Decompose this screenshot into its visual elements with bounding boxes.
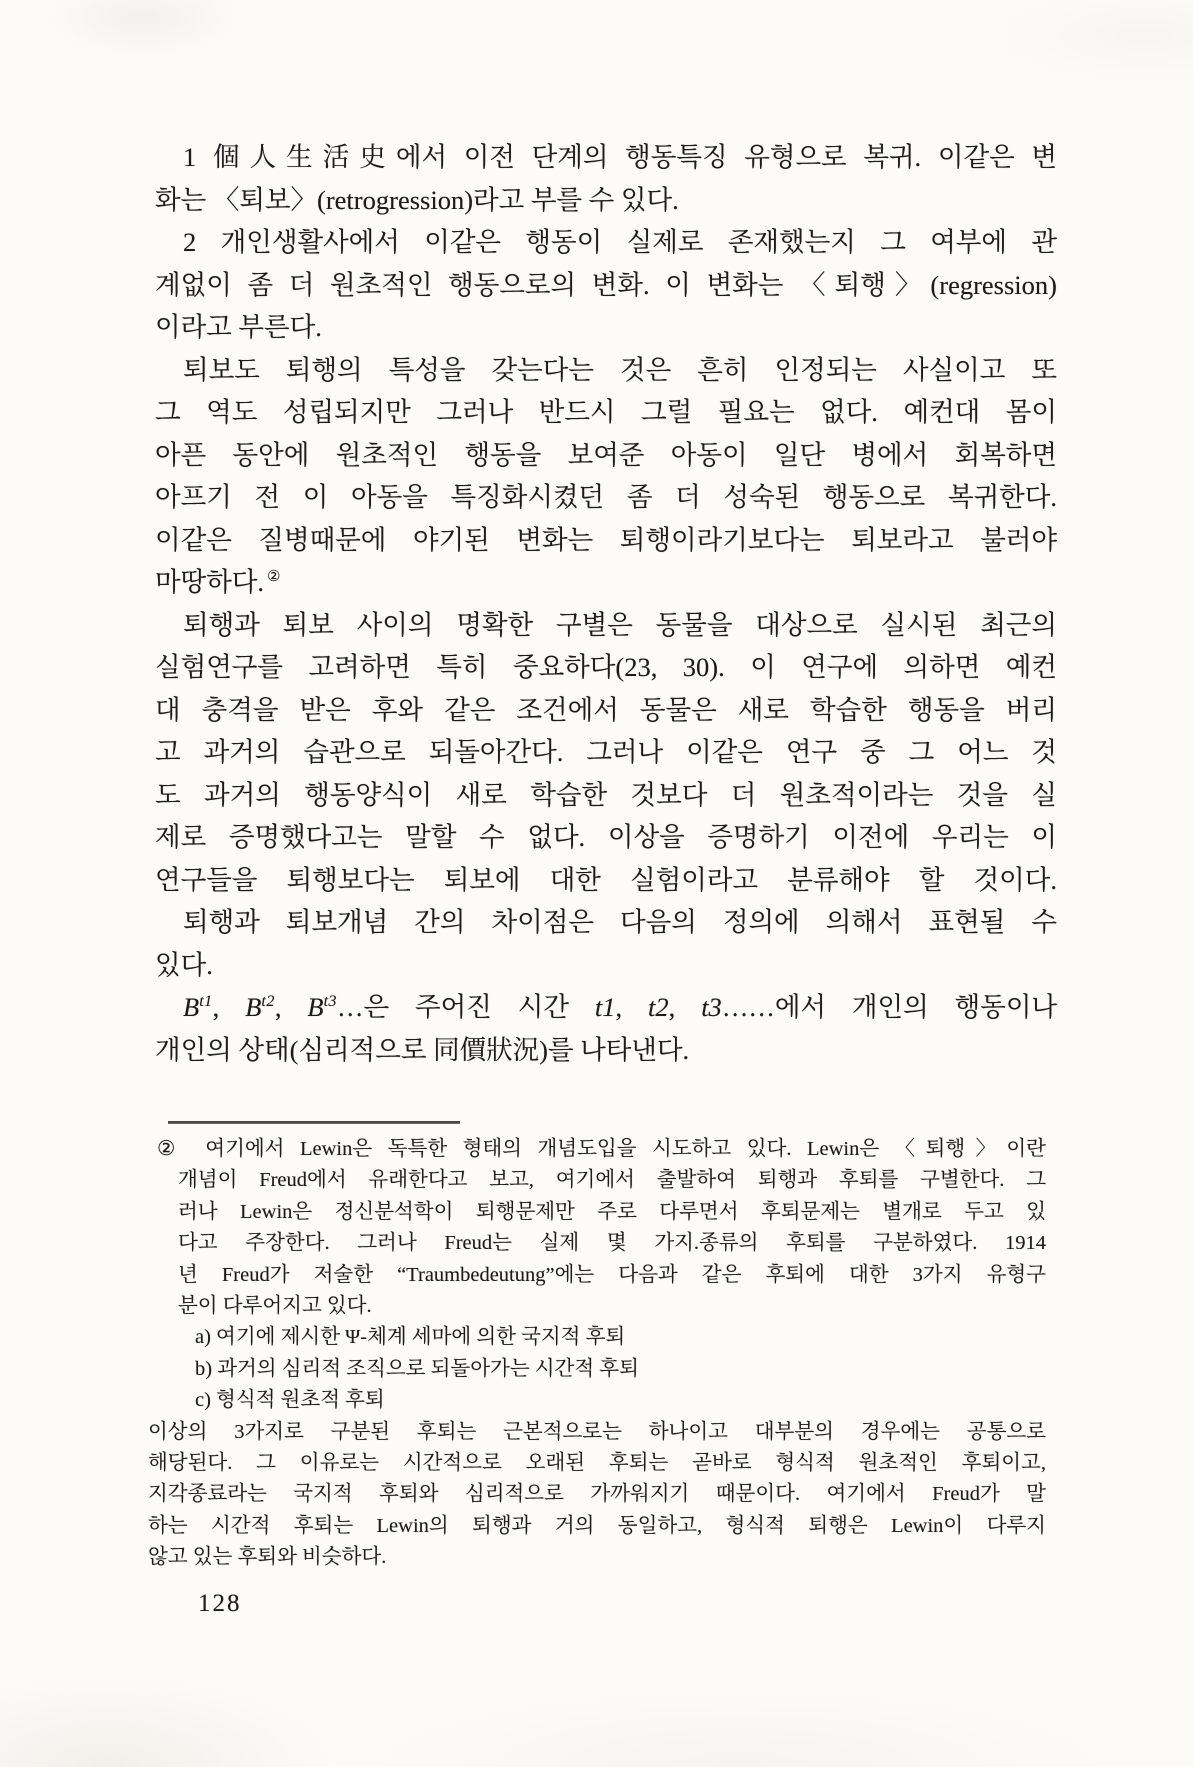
- text-line: 마땅하다. ②: [155, 567, 281, 597]
- formula-superscript: t1: [199, 993, 213, 1011]
- text-line: 아픈 동안에 원초적인 행동을 보여준 아동이 일단 병에서 회복하면: [155, 439, 1057, 470]
- formula-segment: ,: [274, 992, 308, 1022]
- footnote-line: 다고 주장한다. 그러나 Freud는 실제 몇 가지.종류의 후퇴를 구분하였다. 1914: [178, 1232, 1046, 1255]
- text-line: 고 과거의 습관으로 되돌아간다. 그러나 이같은 연구 중 그 어느 것: [155, 737, 1057, 767]
- text-line: 퇴행과 퇴보개념 간의 차이점은 다음의 정의에 의해서 표현될 수: [183, 907, 1057, 937]
- footnote-line: ② 여기에서 Lewin은 독특한 형태의 개념도입을 시도하고 있다. Lewin은 〈퇴행〉이란: [157, 1138, 1046, 1160]
- body-text-block: [155, 136, 1057, 1071]
- text-line: 개인의 상태(심리적으로 同價狀況)를 나타낸다.: [155, 1034, 690, 1065]
- formula-segment: B: [245, 992, 262, 1022]
- text-line: 도 과거의 행동양식이 새로 학습한 것보다 더 원초적이라는 것을 실: [155, 779, 1057, 810]
- text-line: 이같은 질병때문에 야기된 변화는 퇴행이라기보다는 퇴보라고 불러야: [155, 524, 1057, 555]
- text-line: 실험연구를 고려하면 특히 중요하다(23, 30). 이 연구에 의하면 예컨: [155, 652, 1057, 682]
- formula-superscript: t3: [323, 993, 338, 1011]
- footnote-line: 년 Freud가 저술한 “Traumbedeutung”에는 다음과 같은 후퇴에 대한 3가지 유형구: [178, 1263, 1046, 1286]
- formula-segment: B: [183, 992, 200, 1022]
- formula-segment: ,: [668, 992, 702, 1022]
- formula-superscript: t2: [261, 993, 275, 1011]
- footnote-line: 러나 Lewin은 정신분석학이 퇴행문제만 주로 다루면서 후퇴문제는 별개로 두고 있: [178, 1200, 1046, 1223]
- footnote-line: 해당된다. 그 이유로는 시간적으로 오래된 후퇴는 곧바로 형식적 원초적인 후퇴이고,: [148, 1451, 1046, 1474]
- text-line: 이라고 부른다.: [155, 312, 322, 342]
- formula-segment: t3: [701, 992, 722, 1022]
- footnote-line: 지각종료라는 국지적 후퇴와 심리적으로 가까워지기 때문이다. 여기에서 Freud가 말: [148, 1483, 1046, 1506]
- footnote-line: b) 과거의 심리적 조직으로 되돌아가는 시간적 후퇴: [195, 1357, 639, 1380]
- text-line: 대 충격을 받은 후와 같은 조건에서 동물은 새로 학습한 행동을 버리: [155, 694, 1057, 725]
- formula-segment: ,: [212, 992, 246, 1022]
- text-line: 퇴행과 퇴보 사이의 명확한 구별은 동물을 대상으로 실시된 최근의: [183, 609, 1057, 640]
- text-line: [155, 986, 1057, 1029]
- formula-segment: t2: [648, 992, 669, 1022]
- formula-segment: …은 주어진 시간: [337, 992, 595, 1022]
- page-number: 128: [198, 1590, 242, 1617]
- footnote-line: 분이 다루어지고 있다.: [178, 1294, 372, 1317]
- text-line: 제로 증명했다고는 말할 수 없다. 이상을 증명하기 이전에 우리는 이: [155, 822, 1057, 852]
- text-line: 아프기 전 이 아동을 특징화시켰던 좀 더 성숙된 행동으로 복귀한다.: [155, 482, 1057, 512]
- footnote-line: 하는 시간적 후퇴는 Lewin의 퇴행과 거의 동일하고, 형식적 퇴행은 Lewin이 다루지: [148, 1514, 1046, 1537]
- footnote-block: [146, 1134, 1046, 1573]
- footnote-marker: ②: [157, 1138, 206, 1160]
- footnote-ref: ②: [267, 569, 281, 586]
- text-line: 화는 〈퇴보〉(retrogression)라고 부를 수 있다.: [155, 184, 679, 215]
- formula-segment: t1: [594, 992, 616, 1022]
- text-line: 2 개인생활사에서 이같은 행동이 실제로 존재했는지 그 여부에 관: [183, 227, 1057, 257]
- text-line: 있다.: [155, 949, 213, 980]
- text-line: 계없이 좀 더 원초적인 행동으로의 변화. 이 변화는 〈퇴행〉(regression): [155, 269, 1057, 300]
- footnote-line: 이상의 3가지로 구분된 후퇴는 근본적으로는 하나이고 대부분의 경우에는 공통으로: [148, 1420, 1046, 1443]
- footnote-line: a) 여기에 제시한 Ψ-체계 세마에 의한 국지적 후퇴: [195, 1326, 626, 1349]
- footnote-line: 개념이 Freud에서 유래한다고 보고, 여기에서 출발하여 퇴행과 후퇴를 구별한다. 그: [178, 1169, 1046, 1192]
- footnote-line: 않고 있는 후퇴와 비슷하다.: [148, 1546, 387, 1569]
- text-line: 그 역도 성립되지만 그러나 반드시 그럴 필요는 없다. 예컨대 몸이: [155, 397, 1057, 427]
- formula-segment: ……에서 개인의 행동이나: [721, 992, 1058, 1022]
- text-line: 1 個人生活史에서 이전 단계의 행동특징 유형으로 복귀. 이같은 변: [183, 142, 1057, 172]
- text-line: 퇴보도 퇴행의 특성을 갖는다는 것은 흔히 인정되는 사실이고 또: [183, 354, 1057, 385]
- footnote-separator: [168, 1121, 460, 1124]
- formula-segment: ,: [615, 992, 649, 1022]
- footnote-line: c) 형식적 원초적 후퇴: [195, 1389, 385, 1412]
- text-line: 연구들을 퇴행보다는 퇴보에 대한 실험이라고 분류해야 할 것이다.: [155, 864, 1057, 895]
- formula-segment: B: [307, 992, 324, 1022]
